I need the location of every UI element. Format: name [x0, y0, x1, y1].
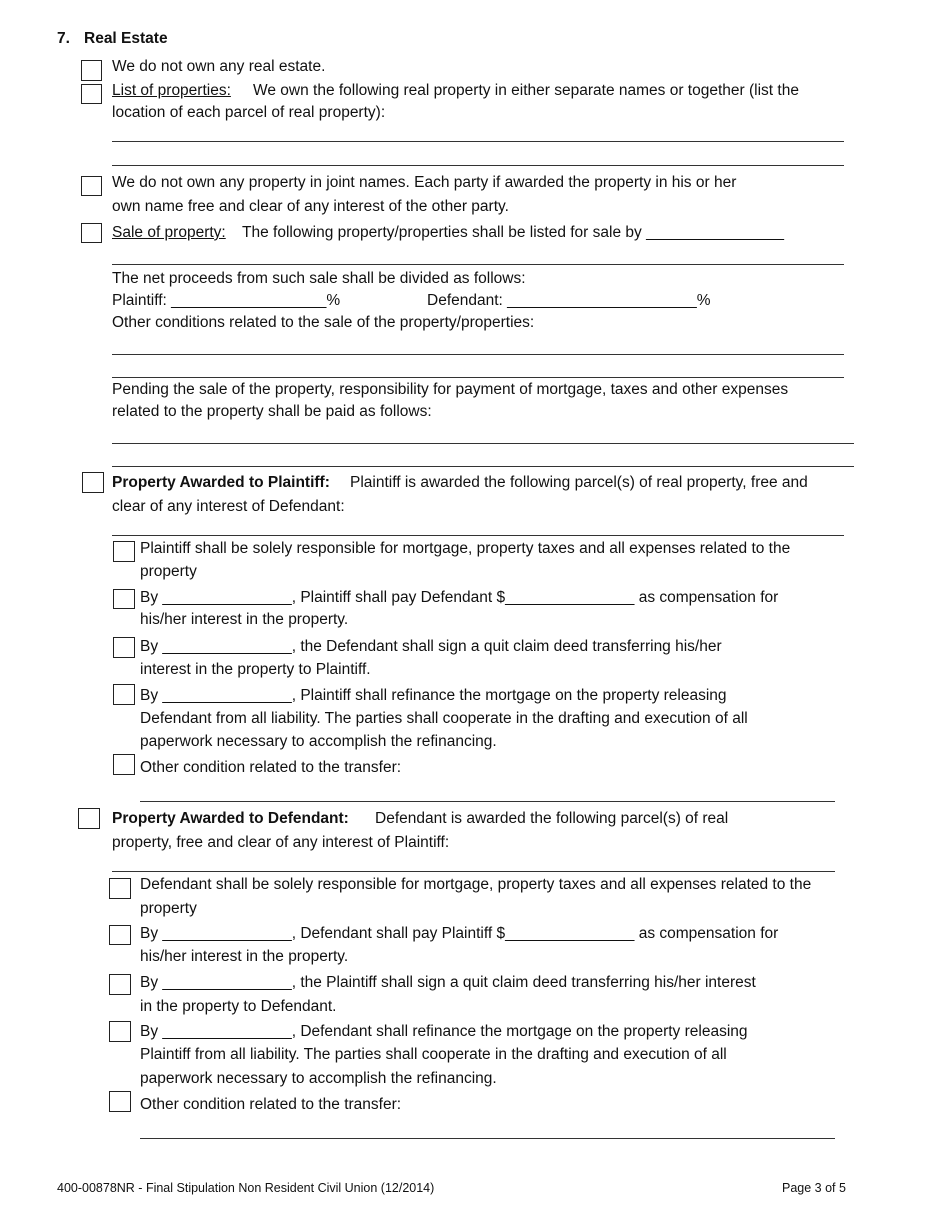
list-properties-label: List of properties: [112, 82, 231, 99]
defendant-responsible-text: Defendant shall be solely responsible for mortgage, property taxes and all expenses related to the [140, 876, 812, 893]
sale-of-property-checkbox[interactable] [81, 223, 102, 243]
list-properties-line-2[interactable] [112, 165, 844, 166]
pending-line-1[interactable] [112, 443, 854, 444]
other-conditions-label: Other conditions related to the sale of the property/properties: [112, 314, 535, 331]
defendant-award-text-2: property, free and clear of any interest of Plaintiff: [112, 834, 450, 851]
defendant-responsible-checkbox[interactable] [109, 878, 131, 899]
plaintiff-pay-text-2: his/her interest in the property. [140, 611, 349, 628]
defendant-pay-text-2: his/her interest in the property. [140, 948, 349, 965]
plaintiff-other-line[interactable] [140, 801, 835, 802]
plaintiff-responsible-checkbox[interactable] [113, 541, 135, 562]
plaintiff-pay-checkbox[interactable] [113, 589, 135, 609]
pending-sale-text: Pending the sale of the property, responsibility for payment of mortgage, taxes and other expenses [112, 381, 789, 398]
plaintiff-other-checkbox[interactable] [113, 754, 135, 775]
defendant-award-checkbox[interactable] [78, 808, 100, 829]
list-properties-line-1[interactable] [112, 141, 844, 142]
plaintiff-quitclaim-checkbox[interactable] [113, 637, 135, 658]
defendant-quitclaim-text-2: in the property to Defendant. [140, 998, 337, 1015]
list-properties-checkbox[interactable] [81, 84, 102, 104]
plaintiff-other-text: Other condition related to the transfer: [140, 759, 402, 776]
pending-sale-text-2: related to the property shall be paid as follows: [112, 403, 432, 420]
plaintiff-pay-text: By _______________, Plaintiff shall pay Defendant $_______________ as compensation for [140, 589, 779, 606]
defendant-award-label: Property Awarded to Defendant: [112, 810, 349, 827]
defendant-percent[interactable]: Defendant: ______________________% [427, 292, 711, 309]
defendant-refinance-text-3: paperwork necessary to accomplish the refinancing. [140, 1070, 497, 1087]
no-joint-property-checkbox[interactable] [81, 176, 102, 196]
plaintiff-award-text-2: clear of any interest of Defendant: [112, 498, 345, 515]
no-joint-property-text: We do not own any property in joint names. Each party if awarded the property in his or her [112, 174, 737, 191]
defendant-award-line[interactable] [112, 871, 835, 872]
defendant-pay-checkbox[interactable] [109, 925, 131, 945]
defendant-responsible-text-2: property [140, 900, 197, 917]
plaintiff-refinance-text: By _______________, Plaintiff shall refinance the mortgage on the property releasing [140, 687, 727, 704]
section-title: Real Estate [84, 30, 168, 47]
plaintiff-quitclaim-text: By _______________, the Defendant shall sign a quit claim deed transferring his/her [140, 638, 722, 655]
plaintiff-responsible-text-2: property [140, 563, 197, 580]
other-conditions-line-2[interactable] [112, 377, 844, 378]
defendant-quitclaim-checkbox[interactable] [109, 974, 131, 995]
sale-line[interactable] [112, 264, 844, 265]
defendant-refinance-text-2: Plaintiff from all liability. The parties shall cooperate in the drafting and execution of all [140, 1046, 727, 1063]
defendant-other-text: Other condition related to the transfer: [140, 1096, 402, 1113]
defendant-other-line[interactable] [140, 1138, 835, 1139]
plaintiff-refinance-text-2: Defendant from all liability. The parties shall cooperate in the drafting and execution of all [140, 710, 748, 727]
no-real-estate-checkbox[interactable] [81, 60, 102, 81]
defendant-award-text: Defendant is awarded the following parcel(s) of real [375, 810, 729, 827]
no-real-estate-label: We do not own any real estate. [112, 58, 326, 75]
plaintiff-award-line[interactable] [112, 535, 844, 536]
list-properties-text: We own the following real property in either separate names or together (list the [253, 82, 799, 99]
defendant-other-checkbox[interactable] [109, 1091, 131, 1112]
pending-line-2[interactable] [112, 466, 854, 467]
sale-of-property-label: Sale of property: [112, 224, 226, 241]
plaintiff-refinance-checkbox[interactable] [113, 684, 135, 705]
footer-page-number: Page 3 of 5 [782, 1181, 846, 1195]
other-conditions-line-1[interactable] [112, 354, 844, 355]
plaintiff-refinance-text-3: paperwork necessary to accomplish the refinancing. [140, 733, 497, 750]
defendant-pay-text: By _______________, Defendant shall pay Plaintiff $_______________ as compensation for [140, 925, 779, 942]
section-number: 7. [57, 30, 70, 47]
defendant-quitclaim-text: By _______________, the Plaintiff shall sign a quit claim deed transferring his/her interest [140, 974, 756, 991]
defendant-refinance-checkbox[interactable] [109, 1021, 131, 1042]
plaintiff-quitclaim-text-2: interest in the property to Plaintiff. [140, 661, 371, 678]
defendant-refinance-text: By _______________, Defendant shall refinance the mortgage on the property releasing [140, 1023, 748, 1040]
plaintiff-percent[interactable]: Plaintiff: __________________% [112, 292, 341, 309]
plaintiff-award-checkbox[interactable] [82, 472, 104, 493]
plaintiff-award-text: Plaintiff is awarded the following parcel(s) of real property, free and [350, 474, 808, 491]
plaintiff-award-label: Property Awarded to Plaintiff: [112, 474, 330, 491]
no-joint-property-text-2: own name free and clear of any interest of the other party. [112, 198, 509, 215]
list-properties-text-2: location of each parcel of real property): [112, 104, 386, 121]
footer-form-id: 400-00878NR - Final Stipulation Non Resident Civil Union (12/2014) [57, 1181, 435, 1195]
sale-of-property-text: The following property/properties shall be listed for sale by ________________ [242, 224, 784, 241]
plaintiff-responsible-text: Plaintiff shall be solely responsible for mortgage, property taxes and all expenses related to the [140, 540, 791, 557]
net-proceeds-text: The net proceeds from such sale shall be divided as follows: [112, 270, 526, 287]
